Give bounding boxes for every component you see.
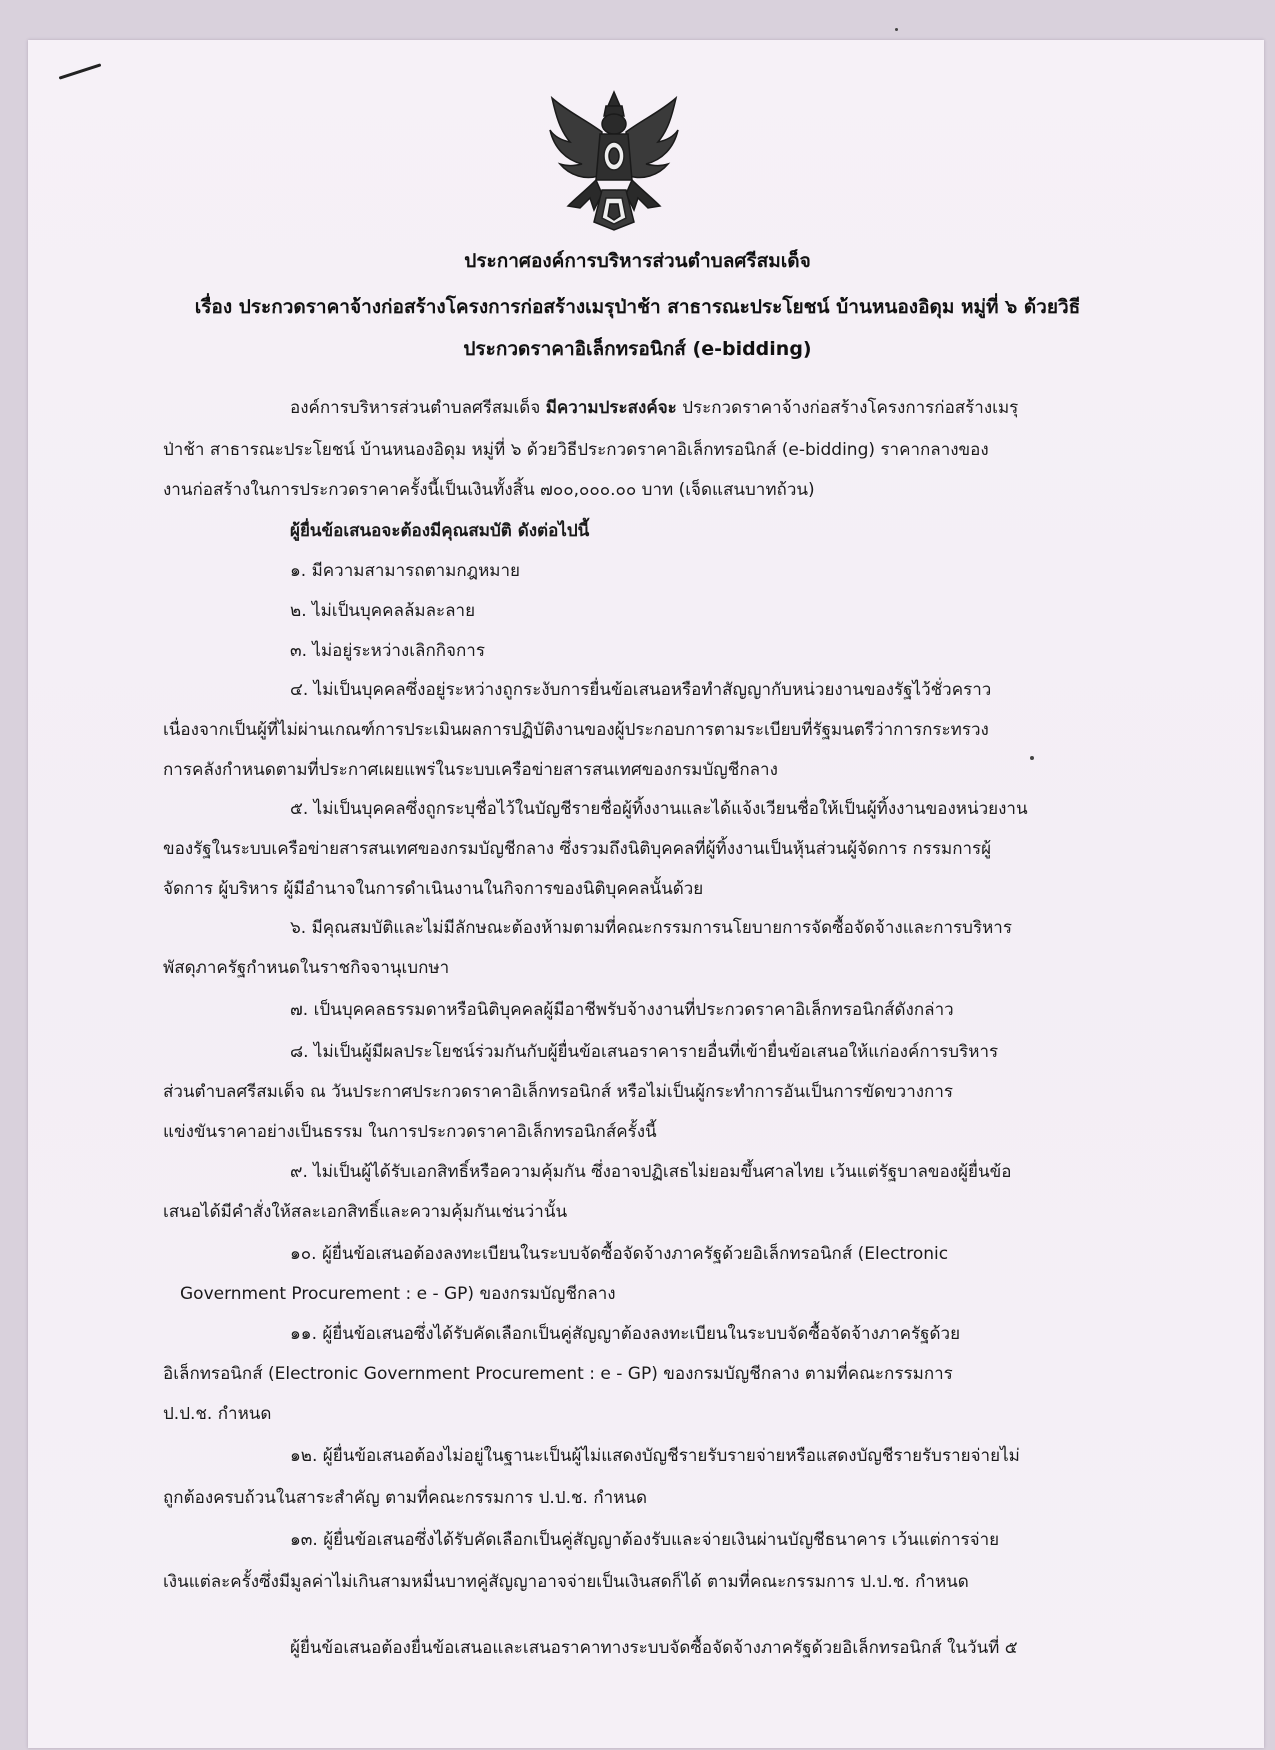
qualification-line: การคลังกำหนดตามที่ประกาศเผยแพร่ในระบบเครือข่ายสารสนเทศของกรมบัญชีกลาง <box>163 760 778 780</box>
qualification-line: ๖. มีคุณสมบัติและไม่มีลักษณะต้องห้ามตามที่คณะกรรมการนโยบายการจัดซื้อจัดจ้างและการบริหาร <box>290 918 1012 938</box>
qualification-line: ของรัฐในระบบเครือข่ายสารสนเทศของกรมบัญชีกลาง ซึ่งรวมถึงนิติบุคคลที่ผู้ทิ้งงานเป็นหุ้นส่วนผู้จัดการ กรรมการผู้ <box>163 839 992 859</box>
intro-line-2: ป่าช้า สาธารณะประโยชน์ บ้านหนองอิดุม หมู่ที่ ๖ ด้วยวิธีประกวดราคาอิเล็กทรอนิกส์ (e-bidding) ราคากลางของ <box>163 440 989 460</box>
qualification-line: เนื่องจากเป็นผู้ที่ไม่ผ่านเกณฑ์การประเมินผลการปฏิบัติงานของผู้ประกอบการตามระเบียบที่รัฐมนตรีว่าการกระทรวง <box>163 720 989 740</box>
qualification-line: ๙. ไม่เป็นผู้ได้รับเอกสิทธิ์หรือความคุ้มกัน ซึ่งอาจปฏิเสธไม่ยอมขึ้นศาลไทย เว้นแต่รัฐบาลของผู้ยื่นข้อ <box>290 1162 1012 1182</box>
qualification-line: ๓. ไม่อยู่ระหว่างเลิกกิจการ <box>290 641 485 661</box>
qualification-line: ๗. เป็นบุคคลธรรมดาหรือนิติบุคคลผู้มีอาชีพรับจ้างงานที่ประกวดราคาอิเล็กทรอนิกส์ดังกล่าว <box>290 1000 954 1020</box>
announcement-subject-cont: ประกวดราคาอิเล็กทรอนิกส์ (e-bidding) <box>463 338 812 360</box>
intro-line-1 <box>290 400 1018 417</box>
closing-line: ผู้ยื่นข้อเสนอต้องยื่นข้อเสนอและเสนอราคาทางระบบจัดซื้อจัดจ้างภาครัฐด้วยอิเล็กทรอนิกส์ ในวันที่ ๕ <box>290 1638 1018 1658</box>
qualification-line: เสนอได้มีคำสั่งให้สละเอกสิทธิ์และความคุ้มกันเช่นว่านั้น <box>163 1202 568 1222</box>
ink-speck <box>1030 756 1034 760</box>
qualification-line: ๑. มีความสามารถตามกฎหมาย <box>290 561 520 581</box>
qualification-line: ส่วนตำบลศรีสมเด็จ ณ วันประกาศประกวดราคาอิเล็กทรอนิกส์ หรือไม่เป็นผู้กระทำการอันเป็นการขัดขวางการ <box>163 1082 954 1102</box>
qualification-line: ๑๐. ผู้ยื่นข้อเสนอต้องลงทะเบียนในระบบจัดซื้อจัดจ้างภาครัฐด้วยอิเล็กทรอนิกส์ (Electronic <box>290 1244 949 1264</box>
intro-line-3: งานก่อสร้างในการประกวดราคาครั้งนี้เป็นเงินทั้งสิ้น ๗๐๐,๐๐๐.๐๐ บาท (เจ็ดแสนบาทถ้วน) <box>163 480 815 500</box>
qualification-line: ๑๓. ผู้ยื่นข้อเสนอซึ่งได้รับคัดเลือกเป็นคู่สัญญาต้องรับและจ่ายเงินผ่านบัญชีธนาคาร เว้นแต่การจ่าย <box>290 1530 1000 1550</box>
ink-speck <box>895 28 898 31</box>
qualification-line: ถูกต้องครบถ้วนในสาระสำคัญ ตามที่คณะกรรมการ ป.ป.ช. กำหนด <box>163 1488 648 1508</box>
announcement-subject: เรื่อง ประกวดราคาจ้างก่อสร้างโครงการก่อสร้างเมรุป่าช้า สาธารณะประโยชน์ บ้านหนองอิดุม หมู่ที่ ๖ ด้วยวิธี <box>194 296 1081 318</box>
announcement-title: ประกาศองค์การบริหารส่วนตำบลศรีสมเด็จ <box>464 250 811 272</box>
qualification-line: แข่งขันราคาอย่างเป็นธรรม ในการประกวดราคาอิเล็กทรอนิกส์ครั้งนี้ <box>163 1122 657 1142</box>
intro-project: ประกวดราคาจ้างก่อสร้างโครงการก่อสร้างเมรุ <box>676 398 1019 418</box>
qualification-line: เงินแต่ละครั้งซึ่งมีมูลค่าไม่เกินสามหมื่นบาทคู่สัญญาอาจจ่ายเป็นเงินสดก็ได้ ตามที่คณะกรรมการ ป.ป.ช. กำหนด <box>163 1572 969 1592</box>
qualification-line: ป.ป.ช. กำหนด <box>163 1404 272 1424</box>
qualification-line: ๘. ไม่เป็นผู้มีผลประโยชน์ร่วมกันกับผู้ยื่นข้อเสนอราคารายอื่นที่เข้ายื่นข้อเสนอให้แก่องค์การบริหาร <box>290 1042 999 1062</box>
qualification-line: อิเล็กทรอนิกส์ (Electronic Government Procurement : e - GP) ของกรมบัญชีกลาง ตามที่คณะกรรมการ <box>163 1364 953 1384</box>
qualification-line: พัสดุภาครัฐกำหนดในราชกิจจานุเบกษา <box>163 958 450 978</box>
qualification-line: ๔. ไม่เป็นบุคคลซึ่งอยู่ระหว่างถูกระงับการยื่นข้อเสนอหรือทำสัญญากับหน่วยงานของรัฐไว้ชั่วคราว <box>290 680 992 700</box>
qualification-line: ๕. ไม่เป็นบุคคลซึ่งถูกระบุชื่อไว้ในบัญชีรายชื่อผู้ทิ้งงานและได้แจ้งเวียนชื่อให้เป็นผู้ทิ้งงานของหน่วยงาน <box>290 799 1028 819</box>
qualifications-heading: ผู้ยื่นข้อเสนอจะต้องมีคุณสมบัติ ดังต่อไปนี้ <box>290 521 590 541</box>
intro-org: องค์การบริหารส่วนตำบลศรีสมเด็จ <box>290 398 546 418</box>
qualification-line: จัดการ ผู้บริหาร ผู้มีอำนาจในการดำเนินงานในกิจการของนิติบุคคลนั้นด้วย <box>163 879 704 899</box>
qualification-line: ๑๒. ผู้ยื่นข้อเสนอต้องไม่อยู่ในฐานะเป็นผู้ไม่แสดงบัญชีรายรับรายจ่ายหรือแสดงบัญชีรายรับรายจ่ายไม่ <box>290 1446 1020 1466</box>
intro-intent: มีความประสงค์จะ <box>545 398 677 418</box>
qualification-line: Government Procurement : e - GP) ของกรมบัญชีกลาง <box>180 1284 616 1304</box>
qualification-line: ๑๑. ผู้ยื่นข้อเสนอซึ่งได้รับคัดเลือกเป็นคู่สัญญาต้องลงทะเบียนในระบบจัดซื้อจัดจ้างภาครัฐด้วย <box>290 1324 961 1344</box>
qualification-line: ๒. ไม่เป็นบุคคลล้มละลาย <box>290 601 476 621</box>
garuda-emblem <box>546 90 682 232</box>
